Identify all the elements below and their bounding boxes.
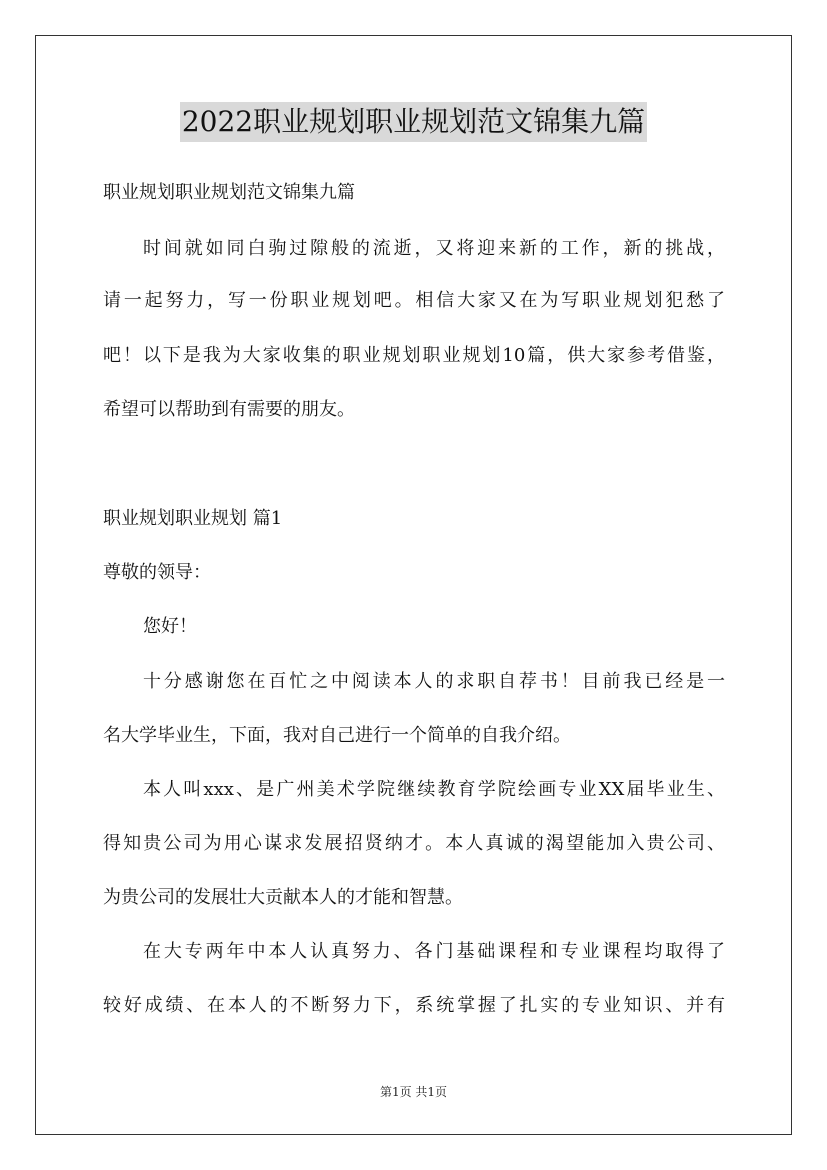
body-line-1: 十分感谢您在百忙之中阅读本人的求职自荐书！目前我已经是一 xyxy=(143,671,725,692)
document-subtitle: 职业规划职业规划范文锦集九篇 xyxy=(103,182,355,203)
intro-line-3: 吧！以下是我为大家收集的职业规划职业规划10篇，供大家参考借鉴， xyxy=(103,345,725,366)
intro-line-4: 希望可以帮助到有需要的朋友。 xyxy=(103,399,355,420)
greeting: 您好！ xyxy=(143,616,197,637)
salutation: 尊敬的领导： xyxy=(103,562,211,583)
body-line-7: 较好成绩、在本人的不断努力下，系统掌握了扎实的专业知识、并有 xyxy=(103,995,725,1016)
document-title: 2022职业规划职业规划范文锦集九篇 xyxy=(180,102,647,142)
intro-line-1: 时间就如同白驹过隙般的流逝，又将迎来新的工作，新的挑战， xyxy=(143,238,725,259)
section-heading: 职业规划职业规划 篇1 xyxy=(103,508,283,529)
body-line-4: 得知贵公司为用心谋求发展招贤纳才。本人真诚的渴望能加入贵公司、 xyxy=(103,833,725,854)
title-container xyxy=(0,102,827,142)
body-line-6: 在大专两年中本人认真努力、各门基础课程和专业课程均取得了 xyxy=(143,941,725,962)
body-line-3: 本人叫xxx、是广州美术学院继续教育学院绘画专业XX届毕业生、 xyxy=(143,779,725,800)
intro-line-2: 请一起努力，写一份职业规划吧。相信大家又在为写职业规划犯愁了 xyxy=(103,290,725,311)
page-footer: 第1页 共1页 xyxy=(379,1085,448,1099)
body-line-5: 为贵公司的发展壮大贡献本人的才能和智慧。 xyxy=(103,887,463,908)
body-line-2: 名大学毕业生，下面，我对自己进行一个简单的自我介绍。 xyxy=(103,725,571,746)
